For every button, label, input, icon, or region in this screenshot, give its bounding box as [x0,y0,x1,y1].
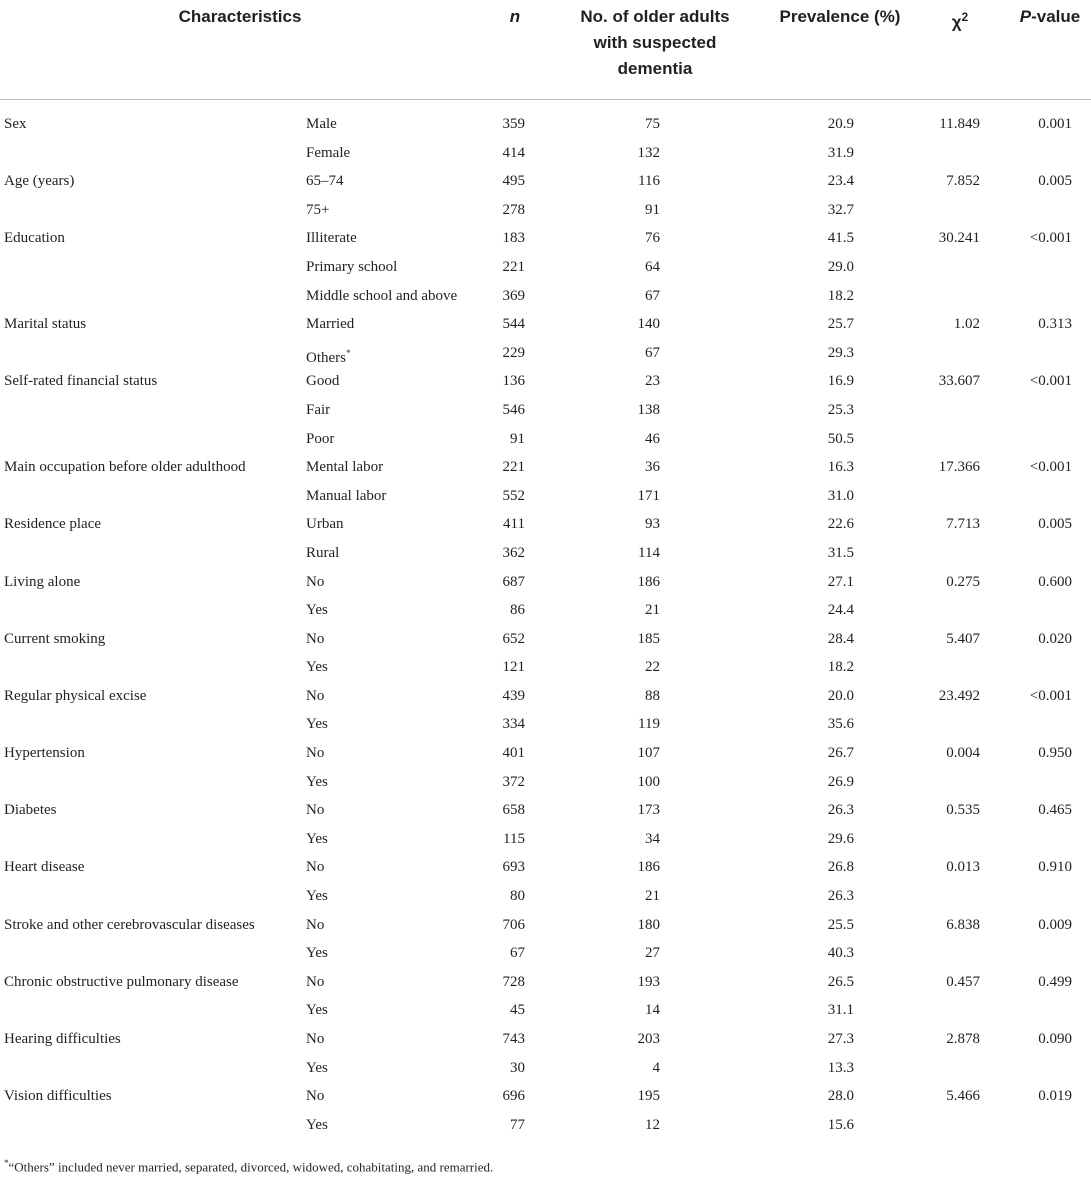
cell-characteristic: Stroke and other cerebrovascular diseases [4,916,255,933]
cell-p-value: <0.001 [1029,687,1072,704]
cell-suspected-count: 186 [637,573,660,590]
cell-suspected-count: 4 [652,1059,660,1076]
cell-suspected-count: 114 [638,544,660,561]
header-p-value [1010,4,1090,30]
table-row [0,167,1091,196]
cell-suspected-count: 100 [637,773,660,790]
cell-suspected-count: 132 [637,144,660,161]
table-row [0,1082,1091,1111]
cell-category: No [306,859,325,876]
cell-prevalence: 35.6 [827,716,854,733]
cell-characteristic: Self-rated financial status [4,373,158,390]
cell-suspected-count: 67 [645,287,660,304]
cell-chi-square: 23.492 [938,687,980,704]
cell-category: Poor [306,430,335,447]
cell-p-value: 0.090 [1038,1031,1072,1047]
cell-n: 658 [502,802,525,819]
cell-p-value: 0.019 [1038,1088,1072,1105]
cell-prevalence: 26.7 [827,745,854,762]
cell-prevalence: 25.3 [827,401,854,418]
cell-category: Male [306,116,337,132]
cell-category: Manual labor [306,487,387,504]
cell-suspected-count: 140 [637,316,660,333]
table-row [0,139,1091,168]
header-no-suspected-line3: dementia [617,59,693,78]
cell-p-value: <0.001 [1029,373,1072,390]
cell-n: 86 [510,602,525,619]
cell-characteristic: Diabetes [4,802,57,819]
cell-n: 544 [502,316,525,333]
table-row [0,682,1091,711]
cell-characteristic: Main occupation before older adulthood [4,459,246,476]
cell-prevalence: 13.3 [827,1059,854,1076]
cell-p-value: 0.950 [1038,745,1072,762]
table-row [0,425,1091,454]
cell-characteristic: Vision difficulties [4,1088,112,1105]
cell-n: 136 [502,373,525,390]
cell-characteristic: Marital status [4,316,87,333]
cell-chi-square: 0.004 [946,745,980,762]
cell-prevalence: 31.5 [827,544,854,561]
cell-suspected-count: 173 [637,802,660,819]
cell-suspected-count: 34 [645,830,660,847]
cell-category: Fair [306,401,331,418]
table-row [0,539,1091,568]
table-row [0,996,1091,1025]
table-row [0,282,1091,311]
table-row [0,510,1091,539]
cell-chi-square: 1.02 [953,316,980,333]
cell-n: 229 [502,344,525,361]
cell-category-text: Others [306,349,346,366]
cell-chi-square: 0.275 [946,573,980,590]
cell-n: 77 [510,1116,525,1133]
cell-prevalence: 23.4 [827,173,854,190]
cell-chi-square: 33.607 [938,373,980,390]
cell-category: No [306,573,325,590]
cell-characteristic: Living alone [4,573,81,590]
header-prevalence: Prevalence (%) [779,7,901,26]
cell-chi-square: 0.457 [946,973,980,990]
cell-category: Female [306,144,351,161]
cell-category: Middle school and above [306,287,458,304]
cell-suspected-count: 93 [645,516,660,533]
cell-category: No [306,687,325,704]
cell-category: No [306,973,325,990]
cell-prevalence: 20.9 [827,116,854,132]
table-header [0,0,1091,100]
cell-n: 221 [502,258,525,275]
cell-chi-square: 2.878 [946,1031,980,1047]
table-row [0,253,1091,282]
cell-prevalence: 28.0 [827,1088,854,1105]
footnote-text: “Others” included never married, separated, divorced, widowed, cohabitating, and remarried. [8,1159,494,1175]
table-row [0,768,1091,797]
header-chi-square [930,4,990,36]
cell-suspected-count: 21 [645,602,660,619]
cell-category: No [306,1031,325,1047]
cell-characteristic: Residence place [4,516,102,533]
cell-suspected-count: 107 [637,745,660,762]
cell-chi-square: 7.852 [946,173,980,190]
cell-prevalence: 16.9 [827,373,854,390]
table-row [0,853,1091,882]
cell-category: Yes [306,716,328,733]
cell-n: 91 [510,430,525,447]
cell-prevalence: 25.5 [827,916,854,933]
table-row [0,710,1091,739]
cell-prevalence: 31.9 [827,144,854,161]
cell-suspected-count: 185 [637,630,660,647]
table-row [0,968,1091,997]
cell-n: 401 [502,745,525,762]
cell-prevalence: 24.4 [827,602,854,619]
cell-prevalence: 31.1 [827,1002,854,1019]
header-n: n [509,7,521,26]
cell-p-value: <0.001 [1029,230,1072,247]
table-row [0,453,1091,482]
cell-suspected-count: 203 [637,1031,660,1047]
cell-n: 115 [503,830,525,847]
cell-p-value: 0.005 [1038,173,1072,190]
cell-suspected-count: 21 [645,888,660,905]
cell-prevalence: 28.4 [827,630,854,647]
cell-category: 65–74 [306,173,344,190]
cell-suspected-count: 138 [637,401,660,418]
cell-chi-square: 0.535 [946,802,980,819]
cell-category: No [306,745,325,762]
cell-category: Urban [306,516,344,533]
cell-n: 411 [503,516,525,533]
cell-p-value: 0.001 [1038,116,1072,132]
cell-n: 728 [502,973,525,990]
cell-p-value: 0.600 [1038,573,1072,590]
cell-n: 121 [502,659,525,676]
cell-n: 495 [502,173,525,190]
cell-category: 75+ [306,201,330,218]
table-row [0,625,1091,654]
cell-n: 372 [502,773,525,790]
cell-characteristic: Chronic obstructive pulmonary disease [4,973,239,990]
cell-n: 362 [502,544,525,561]
cell-prevalence: 26.5 [827,973,854,990]
cell-suspected-count: 195 [637,1088,660,1105]
cell-category: Yes [306,602,328,619]
cell-category: Yes [306,830,328,847]
table-body [0,110,1091,1139]
cell-prevalence: 26.8 [827,859,854,876]
cell-prevalence: 31.0 [827,487,854,504]
cell-characteristic: Regular physical excise [4,687,147,704]
cell-prevalence: 16.3 [827,459,854,476]
cell-n: 278 [502,201,525,218]
cell-prevalence: 27.1 [827,573,854,590]
cell-n: 546 [502,401,525,418]
cell-n: 552 [502,487,525,504]
cell-p-value: 0.020 [1038,630,1072,647]
cell-category: Yes [306,888,328,905]
cell-prevalence: 29.6 [827,830,854,847]
cell-n: 652 [502,630,525,647]
table-row [0,911,1091,940]
table-row [0,739,1091,768]
cell-category: No [306,916,325,933]
table-row [0,796,1091,825]
header-p-rest: -value [1031,7,1081,26]
cell-n: 706 [502,916,525,933]
cell-chi-square: 5.466 [946,1088,980,1105]
cell-n: 696 [502,1088,525,1105]
cell-category: Mental labor [306,459,384,476]
cell-p-value: 0.499 [1038,973,1072,990]
cell-chi-square: 30.241 [938,230,980,247]
cell-suspected-count: 88 [645,687,660,704]
header-no-suspected-line1: No. of older adults [580,7,730,26]
cell-n: 30 [510,1059,525,1076]
cell-characteristic: Hypertension [4,745,85,762]
cell-n: 687 [502,573,525,590]
table-row [0,882,1091,911]
cell-category: Illiterate [306,230,357,247]
table-row [0,339,1091,368]
cell-prevalence: 26.3 [827,888,854,905]
cell-characteristic: Age (years) [4,173,75,190]
table-row [0,482,1091,511]
table-row [0,196,1091,225]
cell-characteristic: Hearing difficulties [4,1031,121,1047]
table-row [0,1025,1091,1054]
cell-n: 334 [502,716,525,733]
cell-prevalence: 40.3 [827,945,854,962]
cell-p-value: 0.009 [1038,916,1072,933]
cell-p-value: 0.005 [1038,516,1072,533]
cell-n: 414 [502,144,525,161]
header-chi-sup: 2 [961,10,969,24]
cell-n: 221 [502,459,525,476]
cell-prevalence: 29.3 [827,344,854,361]
cell-suspected-count: 91 [645,201,660,218]
cell-p-value: 0.313 [1038,316,1072,333]
cell-chi-square: 17.366 [938,459,980,476]
header-no-suspected [555,4,755,82]
cell-suspected-count: 116 [638,173,660,190]
cell-characteristic: Sex [4,116,27,132]
table-row [0,653,1091,682]
cell-chi-square: 6.838 [946,916,980,933]
cell-category: Primary school [306,258,398,275]
footnote-marker-ref: * [346,347,351,358]
cell-prevalence: 32.7 [827,201,854,218]
table-row [0,825,1091,854]
cell-chi-square: 5.407 [946,630,980,647]
cell-prevalence: 26.9 [827,773,854,790]
cell-suspected-count: 193 [637,973,660,990]
cell-chi-square: 7.713 [946,516,980,533]
cell-suspected-count: 75 [645,116,660,132]
cell-suspected-count: 64 [645,258,660,275]
header-characteristics: Characteristics [178,7,302,26]
cell-prevalence: 29.0 [827,258,854,275]
table-row [0,596,1091,625]
table-row [0,1054,1091,1083]
table-row [0,1111,1091,1140]
cell-suspected-count: 27 [645,945,660,962]
cell-characteristic: Current smoking [4,630,106,647]
cell-suspected-count: 23 [645,373,660,390]
cell-p-value: <0.001 [1029,459,1072,476]
cell-category [306,343,351,368]
cell-category: Good [306,373,340,390]
cell-suspected-count: 119 [638,716,660,733]
table-row [0,396,1091,425]
cell-suspected-count: 67 [645,344,660,361]
table-footnote [4,1158,493,1175]
cell-prevalence: 20.0 [827,687,854,704]
cell-n: 45 [510,1002,525,1019]
cell-n: 67 [510,945,525,962]
header-no-suspected-line2: with suspected [593,33,717,52]
cell-category: No [306,1088,325,1105]
cell-prevalence: 26.3 [827,802,854,819]
cell-prevalence: 18.2 [827,287,854,304]
cell-chi-square: 0.013 [946,859,980,876]
cell-n: 693 [502,859,525,876]
cell-prevalence: 18.2 [827,659,854,676]
cell-suspected-count: 46 [645,430,660,447]
cell-n: 183 [502,230,525,247]
cell-suspected-count: 22 [645,659,660,676]
table-row [0,310,1091,339]
cell-suspected-count: 12 [645,1116,660,1133]
table-row [0,110,1091,139]
cell-category: Yes [306,659,328,676]
cell-category: Yes [306,945,328,962]
cell-characteristic: Education [4,230,65,247]
cell-n: 743 [502,1031,525,1047]
cell-suspected-count: 36 [645,459,660,476]
cell-category: Married [306,316,355,333]
header-rule [0,99,1091,100]
cell-characteristic: Heart disease [4,859,85,876]
cell-prevalence: 25.7 [827,316,854,333]
cell-p-value: 0.910 [1038,859,1072,876]
table-row [0,224,1091,253]
cell-n: 439 [502,687,525,704]
cell-category: No [306,630,325,647]
cell-suspected-count: 186 [637,859,660,876]
cell-category: Yes [306,1116,328,1133]
cell-prevalence: 22.6 [827,516,854,533]
cell-p-value: 0.465 [1038,802,1072,819]
cell-suspected-count: 14 [645,1002,660,1019]
table-row [0,568,1091,597]
cell-n: 369 [502,287,525,304]
cell-prevalence: 50.5 [827,430,854,447]
header-chi: χ [951,12,962,32]
table-row [0,939,1091,968]
cell-n: 80 [510,888,525,905]
cell-n: 359 [502,116,525,132]
cell-suspected-count: 171 [637,487,660,504]
cell-category: Yes [306,1002,328,1019]
cell-category: Yes [306,773,328,790]
header-p-italic: P [1019,7,1032,26]
cell-prevalence: 27.3 [827,1031,854,1047]
cell-chi-square: 11.849 [939,116,980,132]
cell-suspected-count: 180 [637,916,660,933]
cell-category: Rural [306,544,340,561]
cell-category: No [306,802,325,819]
cell-category: Yes [306,1059,328,1076]
table-row [0,367,1091,396]
cell-suspected-count: 76 [645,230,660,247]
cell-prevalence: 15.6 [827,1116,854,1133]
cell-prevalence: 41.5 [827,230,854,247]
footnote-marker: * [4,1158,9,1168]
